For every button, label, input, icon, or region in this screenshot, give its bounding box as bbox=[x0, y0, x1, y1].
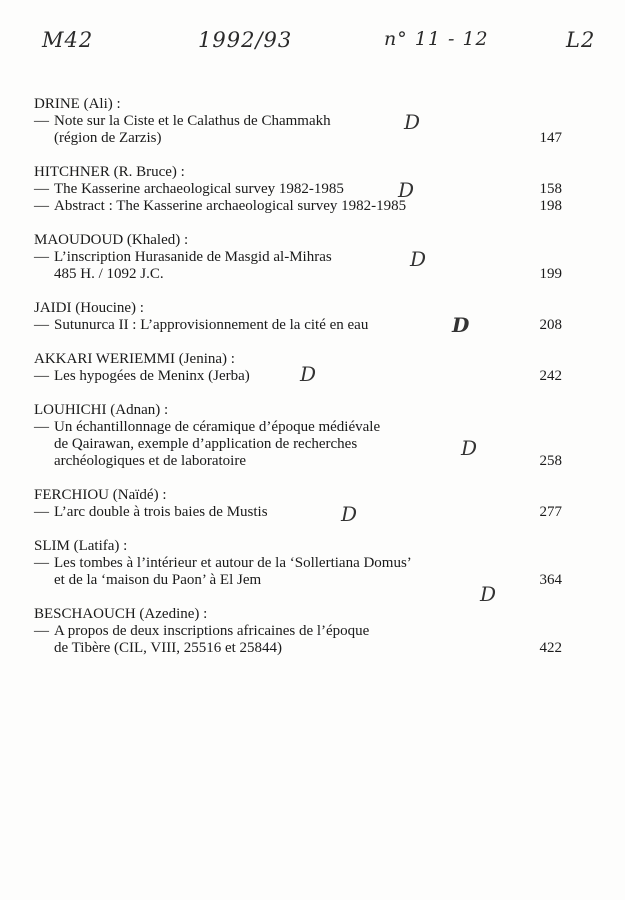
author-name: LOUHICHI (Adnan) : bbox=[34, 402, 169, 418]
article-row bbox=[34, 181, 562, 198]
list-dash: — bbox=[34, 368, 49, 384]
page-number: 364 bbox=[539, 572, 562, 588]
page-number: 277 bbox=[539, 504, 562, 520]
page-number: 422 bbox=[539, 640, 562, 656]
handwritten-issue: n° 11 - 12 bbox=[384, 28, 489, 50]
article-row bbox=[34, 504, 562, 521]
handwritten-code: L2 bbox=[566, 28, 596, 52]
article-title-line: Abstract : The Kasserine archaeological survey 1982-1985 bbox=[54, 198, 407, 214]
author-name: SLIM (Latifa) : bbox=[34, 538, 128, 554]
author-name: JAIDI (Houcine) : bbox=[34, 300, 144, 316]
author-name: MAOUDOUD (Khaled) : bbox=[34, 232, 189, 248]
list-dash: — bbox=[34, 317, 49, 333]
toc-entry bbox=[34, 487, 562, 521]
author-name: HITCHNER (R. Bruce) : bbox=[34, 164, 185, 180]
article-title-line: L’inscription Hurasanide de Masgid al-Mihras bbox=[54, 249, 332, 265]
list-dash: — bbox=[34, 198, 49, 214]
handwritten-check-mark: D bbox=[341, 502, 358, 526]
article-title-line: Un échantillonnage de céramique d’époque médiévale bbox=[54, 419, 381, 435]
article-title-line: Sutunurca II : L’approvisionnement de la cité en eau bbox=[54, 317, 369, 333]
handwritten-check-mark: D bbox=[410, 247, 427, 271]
handwritten-check-mark: D bbox=[398, 178, 415, 202]
article-title-line: Les hypogées de Meninx (Jerba) bbox=[54, 368, 250, 384]
list-dash: — bbox=[34, 113, 49, 129]
article-row bbox=[34, 623, 562, 657]
handwritten-years: 1992/93 bbox=[198, 28, 293, 52]
page-number: 147 bbox=[539, 130, 562, 146]
article-row bbox=[34, 113, 562, 147]
article-title-line: A propos de deux inscriptions africaines de l’époque bbox=[54, 623, 370, 639]
handwritten-ref-number: M42 bbox=[42, 28, 94, 52]
article-title-line: de Tibère (CIL, VIII, 25516 et 25844) bbox=[54, 640, 283, 656]
author-name: FERCHIOU (Naïdé) : bbox=[34, 487, 167, 503]
toc-entry bbox=[34, 402, 562, 470]
author-name: AKKARI WERIEMMI (Jenina) : bbox=[34, 351, 235, 367]
list-dash: — bbox=[34, 504, 49, 520]
toc-entry bbox=[34, 164, 562, 215]
toc-entry bbox=[34, 232, 562, 283]
article-title-line: archéologiques et de laboratoire bbox=[54, 453, 246, 469]
article-title-line: et de la ‘maison du Paon’ à El Jem bbox=[54, 572, 262, 588]
page-number: 198 bbox=[539, 198, 562, 214]
toc-entry bbox=[34, 300, 562, 334]
page-number: 199 bbox=[539, 266, 562, 282]
article-title-line: L’arc double à trois baies de Mustis bbox=[54, 504, 268, 520]
article-title-line: Note sur la Ciste et le Calathus de Chammakh bbox=[54, 113, 331, 129]
article-title-line: de Qairawan, exemple d’application de recherches bbox=[54, 436, 358, 452]
list-dash: — bbox=[34, 181, 49, 197]
handwritten-check-mark: D bbox=[404, 110, 421, 134]
page-number: 258 bbox=[539, 453, 562, 469]
list-dash: — bbox=[34, 623, 49, 639]
toc-entry bbox=[34, 96, 562, 147]
list-dash: — bbox=[34, 555, 49, 571]
article-row bbox=[34, 198, 562, 215]
page-number: 158 bbox=[539, 181, 562, 197]
page-number: 242 bbox=[539, 368, 562, 384]
author-name: BESCHAOUCH (Azedine) : bbox=[34, 606, 208, 622]
article-row bbox=[34, 249, 562, 283]
handwritten-check-mark: D bbox=[300, 362, 317, 386]
list-dash: — bbox=[34, 249, 49, 265]
article-row bbox=[34, 419, 562, 470]
handwritten-check-mark: D bbox=[480, 582, 497, 606]
page-number: 208 bbox=[539, 317, 562, 333]
list-dash: — bbox=[34, 419, 49, 435]
article-row bbox=[34, 368, 562, 385]
toc-entry bbox=[34, 606, 562, 657]
article-title-line: The Kasserine archaeological survey 1982-1985 bbox=[54, 181, 344, 197]
article-title-line: (région de Zarzis) bbox=[54, 130, 162, 146]
article-title-line: Les tombes à l’intérieur et autour de la ‘Sollertiana Domus’ bbox=[54, 555, 412, 571]
article-title-line: 485 H. / 1092 J.C. bbox=[54, 266, 164, 282]
author-name: DRINE (Ali) : bbox=[34, 96, 121, 112]
handwritten-check-mark: D bbox=[452, 313, 470, 337]
article-row bbox=[34, 317, 562, 334]
handwritten-check-mark: D bbox=[461, 436, 478, 460]
toc-entry bbox=[34, 351, 562, 385]
